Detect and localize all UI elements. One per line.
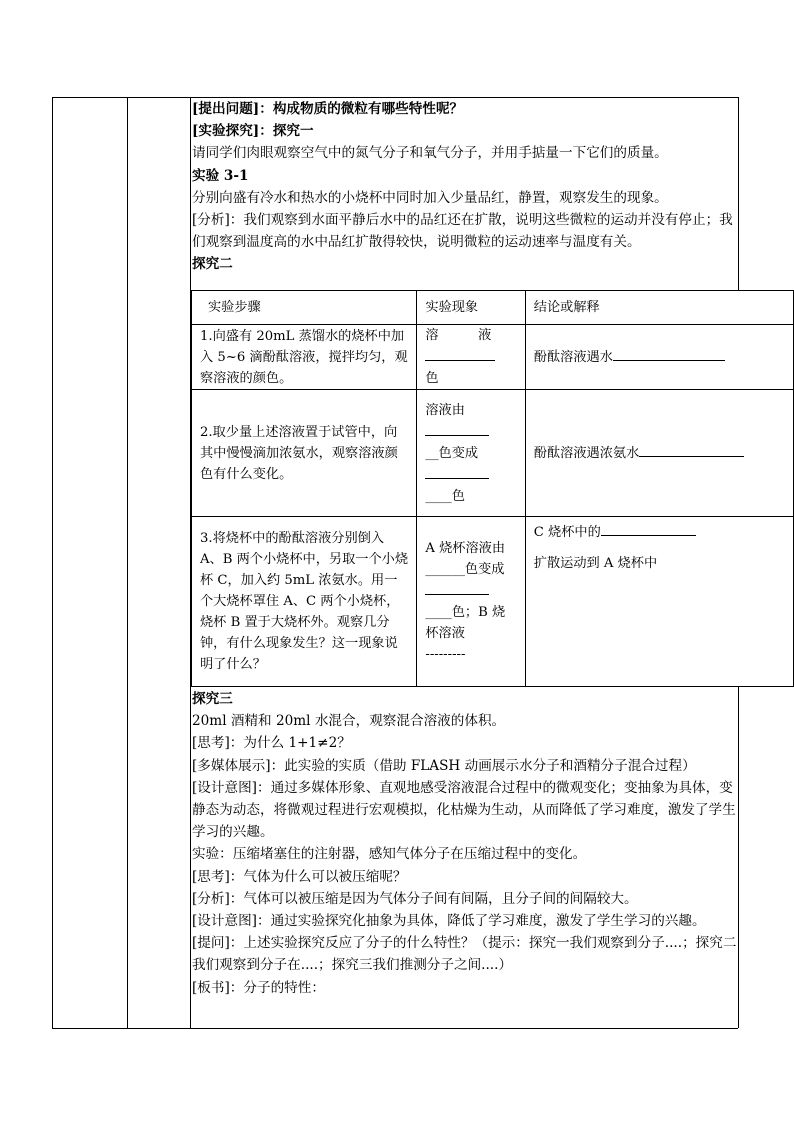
- conclusion-3: [525, 517, 793, 687]
- explore-three-heading: 探究三: [192, 691, 233, 707]
- explore-two-heading: 探究二: [192, 256, 233, 273]
- frame-left-border: [52, 97, 53, 1028]
- conclusion-1: [525, 325, 793, 390]
- think-question-1: [思考]：为什么 1+1≠2？: [192, 735, 351, 752]
- phenomenon-1: [417, 325, 525, 390]
- question-heading: [提出问题]：构成物质的微粒有哪些特性呢？: [192, 101, 464, 117]
- step-2: 2.取少量上述溶液置于试管中，向其中慢慢滴加浓氨水，观察溶液颜色有什么变化。: [192, 390, 417, 517]
- conclusion-1-text: 酚酞溶液遇水: [533, 350, 613, 365]
- experiment-table: [191, 290, 794, 687]
- analysis-paragraph: [分析]：我们观察到水面平静后水中的品红还在扩散，说明这些微粒的运动并没有停止；我们观察到温度高的水中品红扩散得较快，说明微粒的运动速率与温度有关。: [192, 212, 733, 251]
- conclusion-2-text: 酚酞溶液遇浓氨水: [533, 446, 640, 461]
- lesson-content-bottom: [192, 688, 737, 999]
- table-row: [192, 517, 794, 687]
- frame-col1-border: [127, 97, 128, 1028]
- conclusion-3-line-1: [534, 521, 785, 543]
- step-1: 1.向盛有 20mL 蒸馏水的烧杯中加入 5~6 滴酚酞溶液，搅拌均匀，观察溶液的颜色。: [192, 325, 417, 390]
- phenomenon-1-blank: [425, 346, 516, 368]
- frame-right-border-lower: [738, 686, 739, 1028]
- phenomenon-2-text: 溶液由: [425, 402, 465, 418]
- phenomenon-3-blank: [425, 580, 516, 602]
- header-conclusion: 结论或解释: [525, 291, 793, 325]
- phenomenon-2-mid: __色变成: [425, 445, 479, 461]
- header-steps: 实验步骤: [192, 291, 417, 325]
- think-question-2: [思考]：气体为什么可以被压缩呢？: [192, 868, 407, 885]
- table-row: [192, 325, 794, 390]
- phenomenon-2-end: ____色: [425, 488, 465, 504]
- phenomenon-3: [417, 517, 525, 687]
- conclusion-2-blank: [639, 442, 744, 457]
- explore-three-text: 20ml 酒精和 20ml 水混合，观察混合溶液的体积。: [192, 713, 506, 730]
- phenomenon-1-text: 溶 液: [425, 328, 492, 343]
- conclusion-3-text-2: 扩散运动到 A 烧杯中: [533, 556, 658, 571]
- phenomenon-2-blank-2: [425, 464, 516, 486]
- header-phenomena: 实验现象: [417, 291, 525, 325]
- multimedia-display: [多媒体展示]：此实验的实质（借助 FLASH 动画展示水分子和酒精分子混合过程）: [192, 757, 696, 774]
- phenomenon-1-color: 色: [425, 371, 439, 386]
- design-intent-1: [设计意图]：通过多媒体形象、直观地感受溶液混合过程中的微观变化；变抽象为具体，变静态为动态，将微观过程进行宏观模拟，化枯燥为生动，从而降低了学习难度，激发了学生学习的兴趣。: [192, 779, 736, 841]
- experiment-3-1-text: 分别向盛有冷水和热水的小烧杯中同时加入少量品红，静置，观察发生的现象。: [192, 189, 668, 206]
- compress-experiment: 实验：压缩堵塞住的注射器，感知气体分子在压缩过程中的变化。: [192, 846, 587, 863]
- phenomenon-3-mid: ____色；B 烧杯溶液: [425, 605, 506, 641]
- phenomenon-3-text: A 烧杯溶液由______色变成: [425, 541, 506, 577]
- experiment-3-1-heading: 实验 3-1: [192, 167, 249, 184]
- blackboard-note: [板书]：分子的特性：: [192, 979, 325, 996]
- explore-heading: [实验探究]：探究一: [192, 123, 314, 140]
- table-header-row: [192, 291, 794, 325]
- conclusion-2: [525, 390, 793, 517]
- analysis-2: [分析]：气体可以被压缩是因为气体分子间有间隔，且分子间的间隔较大。: [192, 890, 638, 907]
- explore-one-text: 请同学们肉眼观察空气中的氮气分子和氧气分子，并用手掂量一下它们的质量。: [192, 145, 668, 162]
- table-row: [192, 390, 794, 517]
- frame-right-border: [738, 97, 739, 290]
- conclusion-3-blank: [601, 521, 696, 536]
- design-intent-2: [设计意图]：通过实验探究化抽象为具体，降低了学习难度，激发了学生学习的兴趣。: [192, 913, 706, 930]
- step-3: 3.将烧杯中的酚酞溶液分别倒入 A、B 两个小烧杯中，另取一个小烧杯 C，加入约 5mL 浓氨水。用一个大烧杯罩住 A、C 两个小烧杯，烧杯 B 置于大烧杯外。观察几分钟，有什么现象发生？这一现象说明了什么？: [192, 517, 417, 687]
- phenomenon-2: [417, 390, 525, 517]
- question-prompt: [提问]：上述实验探究反应了分子的什么特性？（提示：探究一我们观察到分子....；探究二我们观察到分子在....；探究三我们推测分子之间....）: [192, 935, 737, 974]
- lesson-content-top: [192, 98, 737, 276]
- frame-bottom-border: [52, 1028, 738, 1029]
- conclusion-1-blank: [613, 346, 725, 361]
- phenomenon-2-blank-1: [425, 421, 516, 443]
- phenomenon-3-dashes: ---------: [425, 647, 466, 662]
- conclusion-3-text: C 烧杯中的: [533, 525, 601, 540]
